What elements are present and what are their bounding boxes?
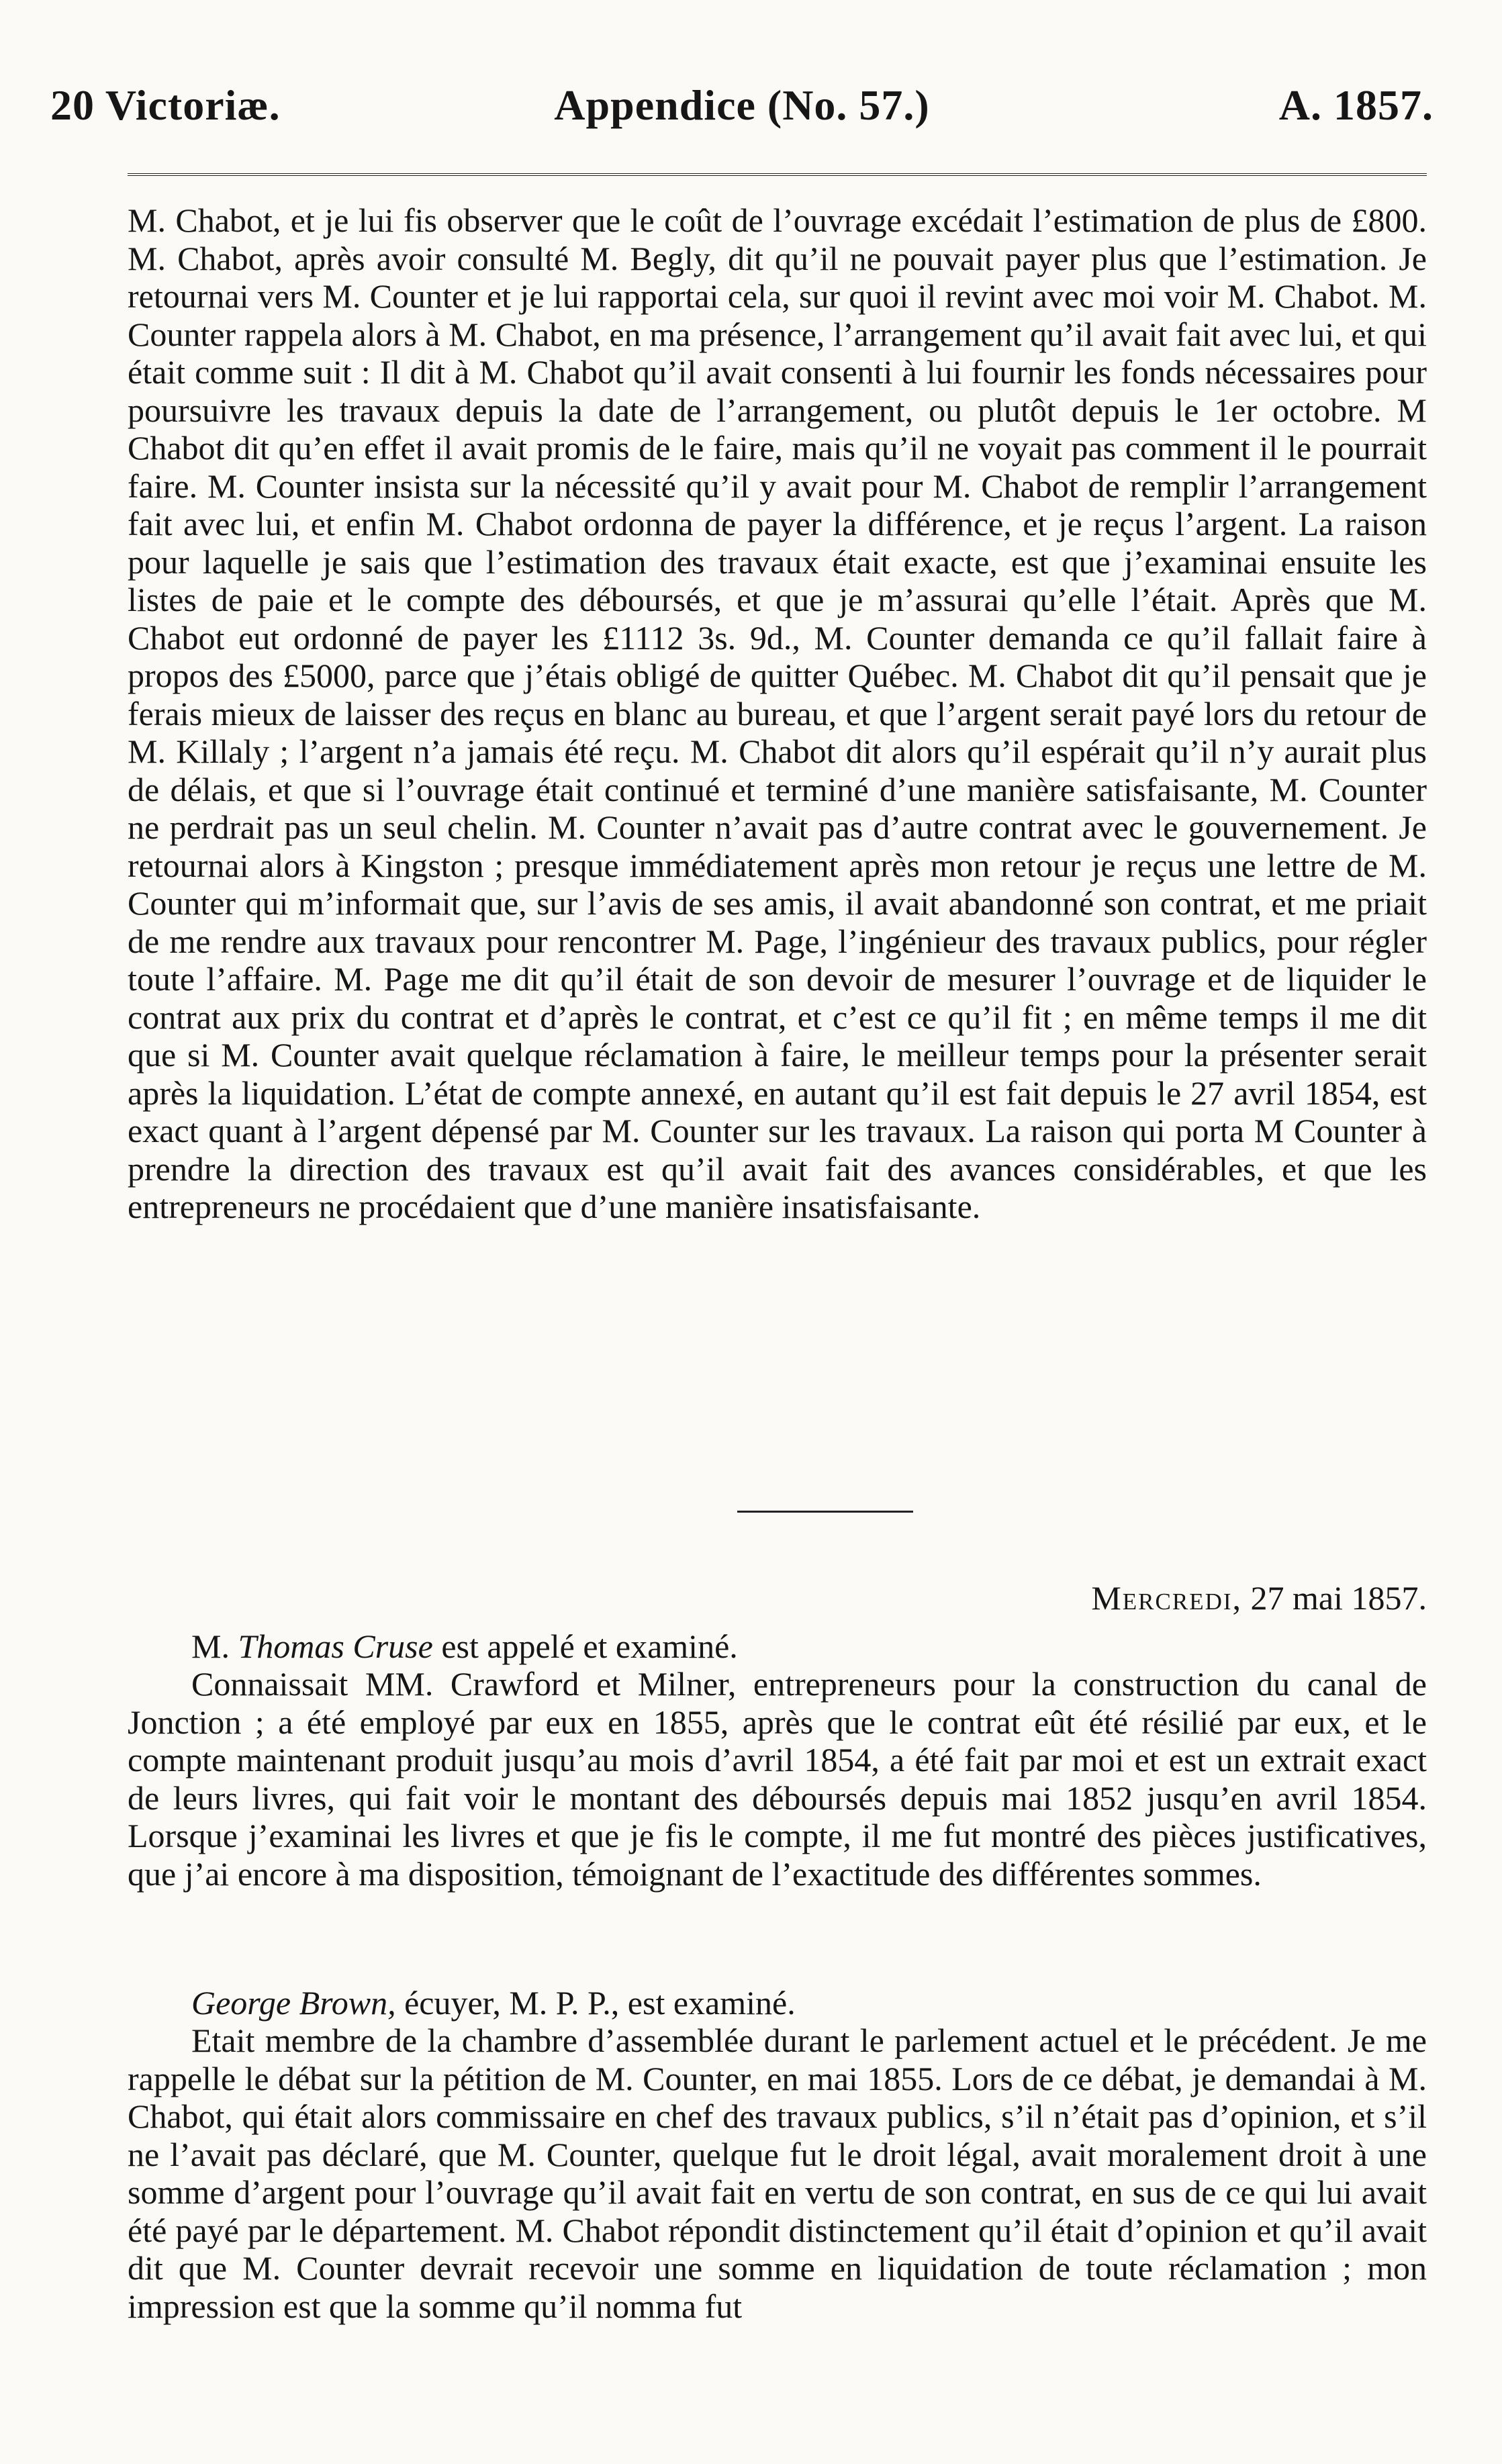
header-appendix-number: Appendice (No. 57.) bbox=[554, 81, 930, 129]
dateline bbox=[1091, 1579, 1427, 1617]
header-rule bbox=[128, 173, 1427, 176]
paragraph-counter-testimony: M. Chabot, et je lui fis observer que le coût de l’ouvrage excédait l’estimation de plus de £800. M. Chabot, après avoir consulté M. Begly, dit qu’il ne pouvait payer plus que l’estimation. Je retournai vers M. Counter et je lui rapportai cela, sur quoi il revint avec moi voir M. Chabot. M. Counter rappela alors à M. Chabot, en ma présence, l’arrangement qu’il avait fait avec lui, et qui était comme suit : Il dit à M. Chabot qu’il avait consenti à lui fournir les fonds nécessaires pour poursuivre les travaux depuis la date de l’arrangement, ou plutôt depuis le 1er octobre. M Chabot dit qu’en effet il avait promis de le faire, mais qu’il ne voyait pas comment il le pourrait faire. M. Counter insista sur la nécessité qu’il y avait pour M. Chabot de remplir l’arrangement fait avec lui, et enfin M. Chabot ordonna de payer la différence, et je reçus l’argent. La raison pour laquelle je sais que l’estimation des travaux était exacte, est que j’examinai ensuite les listes de paie et le compte des déboursés, et que je m’assurai qu’elle l’était. Après que M. Chabot eut ordonné de payer les £1112 3s. 9d., M. Counter demanda ce qu’il fallait faire à propos des £5000, parce que j’étais obligé de quitter Québec. M. Chabot dit qu’il pensait que je ferais mieux de laisser des reçus en blanc au bureau, et que l’argent serait payé lors du retour de M. Killaly ; l’argent n’a jamais été reçu. M. Chabot dit alors qu’il espérait qu’il n’y aurait plus de délais, et que si l’ouvrage était continué et terminé d’une manière satisfaisante, M. Counter ne perdrait pas un seul chelin. M. Counter n’avait pas d’autre contrat avec le gouvernement. Je retournai alors à Kingston ; presque immédiatement après mon retour je reçus une lettre de M. Counter qui m’informait que, sur l’avis de ses amis, il avait abandonné son contrat, et me priait de me rendre aux travaux pour rencontrer M. Page, l’ingénieur des travaux publics, pour régler toute l’affaire. M. Page me dit qu’il était de son devoir de mesurer l’ouvrage et de liquider le contrat aux prix du contrat et d’après le contrat, et c’est ce qu’il fit ; en même temps il me dit que si M. Counter avait quelque réclamation à faire, le meilleur temps pour la présenter serait après la liquidation. L’état de compte annexé, en autant qu’il est fait depuis le 27 avril 1854, est exact quant à l’argent dépensé par M. Counter sur les travaux. La raison qui porta M Counter à prendre la direction des travaux est qu’il avait fait des avances considérables, et que les entrepreneurs ne procédaient que d’une manière insatisfaisante. bbox=[128, 201, 1427, 1225]
witness-suffix-cruse: est appelé et examiné. bbox=[432, 1627, 738, 1665]
witness-name-brown: George Brown, bbox=[191, 1984, 396, 2022]
witness-heading-brown bbox=[128, 1984, 1427, 2022]
running-header bbox=[50, 81, 1434, 141]
section-divider bbox=[737, 1511, 913, 1513]
header-session: 20 Victoriæ. bbox=[50, 81, 281, 129]
dateline-date: 27 mai 1857. bbox=[1250, 1579, 1427, 1617]
witness-prefix: M. bbox=[191, 1627, 238, 1665]
paragraph-brown-testimony: Etait membre de la chambre d’assemblée durant le parlement actuel et le précédent. Je me rappelle le débat sur la pétition de M. Counter, en mai 1855. Lors de ce débat, je demandai à M. Chabot, qui était alors commissaire en chef des travaux publics, s’il n’était pas d’opinion, et s’il ne l’avait pas déclaré, que M. Counter, quelque fut le droit légal, avait moralement droit à une somme d’argent pour l’ouvrage qu’il avait fait en vertu de son contrat, en sus de ce qui lui avait été payé par le département. M. Chabot répondit distinctement qu’il était d’opinion et qu’il avait dit que M. Counter devrait recevoir une somme en liquidation de toute réclamation ; mon impression est que la somme qu’il nomma fut bbox=[128, 2022, 1427, 2325]
dateline-day: Mercredi, bbox=[1091, 1579, 1243, 1617]
witness-name-cruse: Thomas Cruse bbox=[238, 1627, 433, 1665]
witness-suffix-brown: écuyer, M. P. P., est examiné. bbox=[395, 1984, 796, 2022]
paragraph-cruse-testimony: Connaissait MM. Crawford et Milner, entrepreneurs pour la construction du canal de Jonction ; a été employé par eux en 1855, après que le contrat eût été résilié par eux, et le compte maintenant produit jusqu’au mois d’avril 1854, a été fait par moi et est un extrait exact de leurs livres, qui fait voir le montant des déboursés depuis mai 1852 jusqu’en avril 1854. Lorsque j’examinai les livres et que je fis le compte, il me fut montré des pièces justificatives, que j’ai encore à ma disposition, témoignant de l’exactitude des différentes sommes. bbox=[128, 1665, 1427, 1893]
witness-heading-cruse bbox=[128, 1627, 1427, 1666]
header-year: A. 1857. bbox=[1278, 81, 1434, 129]
